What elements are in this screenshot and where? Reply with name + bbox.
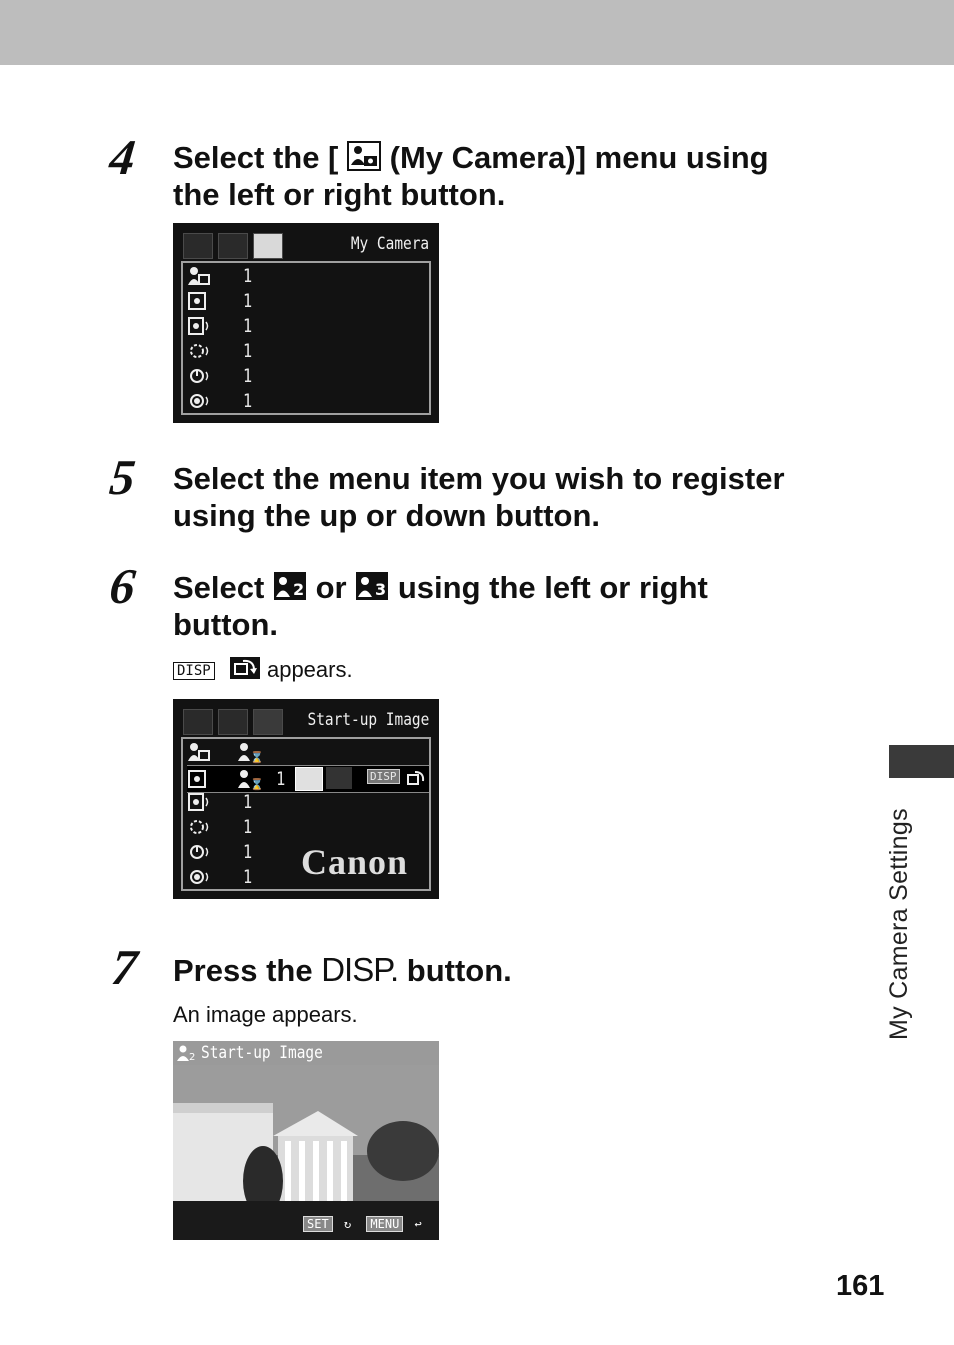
startup-image-icon — [187, 265, 211, 287]
step-7-press: Press the — [173, 953, 313, 988]
my-camera-2-icon — [273, 571, 307, 601]
header-band — [0, 0, 954, 65]
menu-tabs — [183, 709, 283, 735]
svg-text:⌛: ⌛ — [250, 778, 264, 791]
set-image-icon: ↻ — [343, 1217, 352, 1231]
step-number: 7 — [109, 939, 140, 995]
lcd-screen-startup-image — [173, 699, 439, 899]
menu-row — [187, 290, 427, 314]
step-6-line2: button. — [173, 607, 279, 642]
operation-sound-icon — [187, 816, 211, 838]
screen-title: Start-up Image — [307, 710, 429, 730]
section-tab — [889, 745, 954, 778]
screen-title: My Camera — [350, 234, 429, 254]
step-7-note: An image appears. — [173, 1002, 358, 1027]
svg-text:3: 3 — [375, 580, 387, 599]
my-camera-tab-icon — [253, 233, 283, 259]
svg-text:2: 2 — [292, 580, 305, 599]
menu-value: 1 — [243, 791, 253, 813]
step-6-note — [173, 656, 353, 683]
step-number: 5 — [107, 449, 138, 505]
shutter-sound-icon — [187, 315, 211, 337]
step-4-line1: Select the [ — [173, 140, 339, 175]
my-camera-setting-icon — [237, 741, 264, 764]
my-camera-2-icon — [177, 1044, 197, 1062]
self-timer-sound-icon — [187, 841, 211, 863]
section-label: My Camera Settings — [885, 808, 913, 1040]
option-3-icon — [326, 767, 352, 789]
step-6-text — [173, 569, 873, 643]
preview-controls — [303, 1216, 422, 1232]
return-icon: ↩ — [414, 1217, 422, 1231]
step-number: 6 — [107, 558, 138, 614]
startup-sound-icon — [187, 290, 211, 312]
menu-value: 1 — [243, 866, 253, 888]
preview-title: Start-up Image — [201, 1043, 323, 1063]
my-camera-icon — [347, 141, 381, 171]
svg-text:2: 2 — [189, 1052, 196, 1063]
page-number: 161 — [836, 1270, 885, 1302]
lcd-screen-my-camera-menu — [173, 223, 439, 423]
step-7-text — [173, 951, 873, 989]
canon-logo: Canon — [301, 842, 409, 882]
step-6-select: Select — [173, 570, 265, 605]
menu-value: 1 — [243, 841, 253, 863]
step-4-text — [173, 139, 873, 213]
step-7-button: button. — [406, 953, 512, 988]
svg-text:⌛: ⌛ — [250, 751, 264, 764]
menu-row — [187, 741, 427, 765]
menu-value: 1 — [243, 365, 253, 387]
set-image-icon — [406, 769, 426, 787]
shutter-button-sound-icon — [187, 866, 211, 888]
shutter-sound-icon — [187, 791, 211, 813]
step-4-line1-rest: (My Camera)] menu using — [389, 140, 769, 175]
startup-sound-icon — [187, 768, 211, 790]
play-tab-icon — [183, 233, 213, 259]
menu-row — [187, 315, 427, 339]
set-button-icon: SET — [303, 1216, 333, 1232]
step-4-line2: the left or right button. — [173, 177, 506, 212]
menu-value: 1 — [243, 816, 253, 838]
menu-row — [187, 390, 427, 414]
step-6-or: or — [315, 570, 347, 605]
menu-row — [187, 816, 427, 840]
disp-button-icon: DISP — [367, 769, 400, 784]
set-image-icon — [229, 656, 261, 680]
step-5-text — [173, 460, 873, 534]
play-tab-icon — [183, 709, 213, 735]
menu-value: 1 — [243, 265, 253, 287]
menu-row — [187, 791, 427, 815]
lcd-screen-startup-image-preview — [173, 1041, 439, 1240]
preview-title-bar — [173, 1041, 439, 1065]
disp-label-large: DISP. — [321, 951, 399, 988]
my-camera-tab-icon — [253, 709, 283, 735]
menu-value: 1 — [243, 315, 253, 337]
menu-value: 1 — [243, 290, 253, 312]
step-6-rest: using the left or right — [397, 570, 708, 605]
step-number: 4 — [107, 129, 138, 185]
menu-value: 1 — [243, 390, 253, 412]
menu-row — [187, 340, 427, 364]
my-camera-3-icon — [355, 571, 389, 601]
menu-value: 1 — [276, 768, 286, 790]
disp-button-icon: DISP — [173, 662, 215, 680]
menu-value: 1 — [243, 340, 253, 362]
shutter-button-sound-icon — [187, 390, 211, 412]
setup-tab-icon — [218, 709, 248, 735]
step-5-line1: Select the menu item you wish to register — [173, 461, 785, 496]
menu-row — [187, 365, 427, 389]
my-camera-setting-icon — [237, 768, 264, 791]
operation-sound-icon — [187, 340, 211, 362]
startup-image-icon — [187, 741, 211, 763]
menu-row — [187, 265, 427, 289]
option-2-selected-icon — [295, 767, 323, 791]
building-photo — [173, 1041, 439, 1240]
menu-button-icon: MENU — [366, 1216, 403, 1232]
self-timer-sound-icon — [187, 365, 211, 387]
step-5-line2: using the up or down button. — [173, 498, 601, 533]
menu-tabs — [183, 233, 283, 259]
selected-menu-row — [187, 765, 429, 793]
step-6-note-text: appears. — [266, 657, 353, 682]
setup-tab-icon — [218, 233, 248, 259]
